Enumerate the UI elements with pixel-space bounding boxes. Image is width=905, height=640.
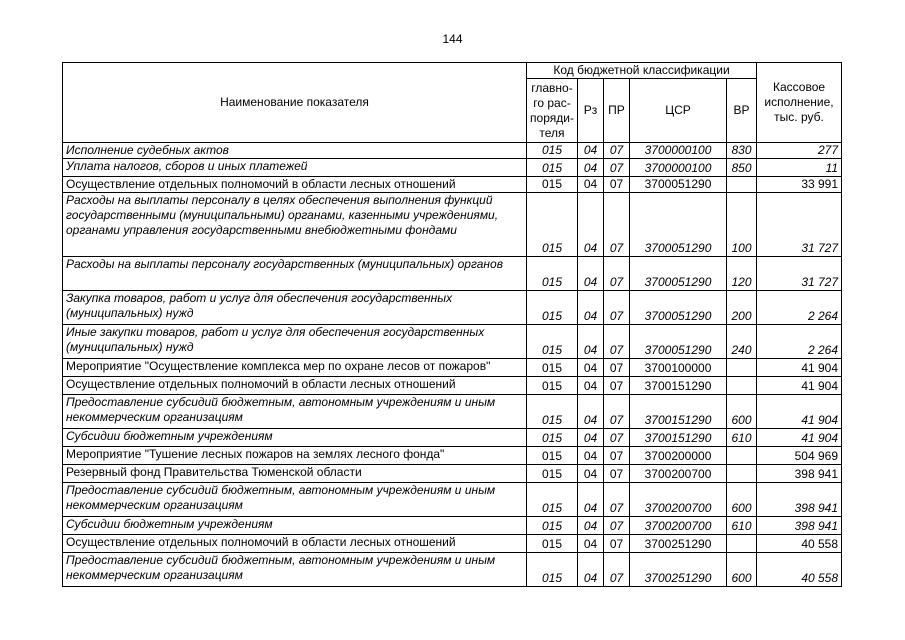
table-row <box>63 535 842 553</box>
row-pr: 07 <box>604 377 630 395</box>
row-name: Осуществление отдельных полномочий в области лесных отношений <box>63 377 527 395</box>
row-pr: 07 <box>604 325 630 359</box>
row-csr: 3700200700 <box>630 483 727 517</box>
row-name: Закупка товаров, работ и услуг для обеспечения государственных (муниципальных) нужд <box>63 291 527 325</box>
row-vr: 100 <box>727 193 757 257</box>
page-number: 144 <box>442 32 463 46</box>
row-pr: 07 <box>604 429 630 447</box>
row-rz: 04 <box>578 291 604 325</box>
row-amount: 31 727 <box>757 257 842 291</box>
row-rz: 04 <box>578 159 604 177</box>
row-vr <box>727 535 757 553</box>
row-name: Осуществление отдельных полномочий в области лесных отношений <box>63 535 527 553</box>
row-name: Иные закупки товаров, работ и услуг для обеспечения государственных (муниципальных) нужд <box>63 325 527 359</box>
table-row <box>63 257 842 291</box>
row-csr: 3700051290 <box>630 325 727 359</box>
row-glav: 015 <box>527 395 578 429</box>
row-name: Расходы на выплаты персоналу в целях обеспечения выполнения функций государственными (муниципальными) органами, казенными учреждениями, органами управления государственными внебюджетными фондами <box>63 193 527 257</box>
row-rz: 04 <box>578 447 604 465</box>
row-pr: 07 <box>604 359 630 377</box>
row-vr <box>727 377 757 395</box>
row-vr <box>727 447 757 465</box>
row-glav: 015 <box>527 325 578 359</box>
row-vr: 120 <box>727 257 757 291</box>
row-amount: 41 904 <box>757 377 842 395</box>
header-amount: Кассовое исполнение, тыс. руб. <box>757 63 842 143</box>
row-pr: 07 <box>604 535 630 553</box>
row-rz: 04 <box>578 429 604 447</box>
row-vr: 850 <box>727 159 757 177</box>
row-rz: 04 <box>578 465 604 483</box>
row-vr: 240 <box>727 325 757 359</box>
row-pr: 07 <box>604 291 630 325</box>
row-amount: 398 941 <box>757 483 842 517</box>
row-amount: 41 904 <box>757 359 842 377</box>
row-pr: 07 <box>604 483 630 517</box>
row-glav: 015 <box>527 291 578 325</box>
table-row <box>63 447 842 465</box>
row-rz: 04 <box>578 377 604 395</box>
header-vr: ВР <box>727 79 757 143</box>
row-glav: 015 <box>527 535 578 553</box>
row-glav: 015 <box>527 193 578 257</box>
row-amount: 398 941 <box>757 517 842 535</box>
row-vr: 600 <box>727 483 757 517</box>
row-amount: 504 969 <box>757 447 842 465</box>
row-name: Предоставление субсидий бюджетным, автономным учреждениям и иным некоммерческим организациям <box>63 553 527 587</box>
header-csr: ЦСР <box>630 79 727 143</box>
row-csr: 3700251290 <box>630 535 727 553</box>
row-vr <box>727 177 757 193</box>
table-row <box>63 553 842 587</box>
row-name: Предоставление субсидий бюджетным, автономным учреждениям и иным некоммерческим организациям <box>63 483 527 517</box>
row-csr: 3700200700 <box>630 517 727 535</box>
header-name: Наименование показателя <box>63 63 527 143</box>
row-pr: 07 <box>604 257 630 291</box>
row-glav: 015 <box>527 553 578 587</box>
row-glav: 015 <box>527 517 578 535</box>
row-pr: 07 <box>604 447 630 465</box>
row-rz: 04 <box>578 553 604 587</box>
row-glav: 015 <box>527 447 578 465</box>
row-amount: 40 558 <box>757 553 842 587</box>
table-row <box>63 483 842 517</box>
table-row <box>63 177 842 193</box>
header-budget-code: Код бюджетной классификации <box>527 63 757 79</box>
row-name: Резервный фонд Правительства Тюменской области <box>63 465 527 483</box>
row-pr: 07 <box>604 395 630 429</box>
row-pr: 07 <box>604 193 630 257</box>
row-pr: 07 <box>604 553 630 587</box>
row-csr: 3700051290 <box>630 257 727 291</box>
row-csr: 3700000100 <box>630 143 727 159</box>
table-row <box>63 377 842 395</box>
header-pr: ПР <box>604 79 630 143</box>
row-rz: 04 <box>578 143 604 159</box>
row-csr: 3700151290 <box>630 395 727 429</box>
header-rz: Рз <box>578 79 604 143</box>
row-name: Расходы на выплаты персоналу государственных (муниципальных) органов <box>63 257 527 291</box>
row-vr: 200 <box>727 291 757 325</box>
row-glav: 015 <box>527 177 578 193</box>
row-csr: 3700200000 <box>630 447 727 465</box>
row-glav: 015 <box>527 377 578 395</box>
row-pr: 07 <box>604 143 630 159</box>
row-amount: 277 <box>757 143 842 159</box>
row-name: Мероприятие "Осуществление комплекса мер по охране лесов от пожаров" <box>63 359 527 377</box>
table-row <box>63 193 842 257</box>
row-csr: 3700051290 <box>630 177 727 193</box>
row-name: Осуществление отдельных полномочий в области лесных отношений <box>63 177 527 193</box>
row-rz: 04 <box>578 535 604 553</box>
row-rz: 04 <box>578 193 604 257</box>
row-pr: 07 <box>604 465 630 483</box>
row-amount: 2 264 <box>757 325 842 359</box>
row-rz: 04 <box>578 177 604 193</box>
row-glav: 015 <box>527 429 578 447</box>
row-vr: 610 <box>727 517 757 535</box>
row-rz: 04 <box>578 395 604 429</box>
row-amount: 31 727 <box>757 193 842 257</box>
row-name: Мероприятие "Тушение лесных пожаров на землях лесного фонда" <box>63 447 527 465</box>
row-vr: 610 <box>727 429 757 447</box>
row-amount: 41 904 <box>757 395 842 429</box>
table-row <box>63 159 842 177</box>
row-rz: 04 <box>578 257 604 291</box>
table-row <box>63 517 842 535</box>
row-csr: 3700051290 <box>630 193 727 257</box>
row-glav: 015 <box>527 465 578 483</box>
table-row <box>63 359 842 377</box>
row-amount: 11 <box>757 159 842 177</box>
row-pr: 07 <box>604 177 630 193</box>
row-rz: 04 <box>578 483 604 517</box>
table-row <box>63 291 842 325</box>
table-row <box>63 429 842 447</box>
row-name: Исполнение судебных актов <box>63 143 527 159</box>
row-vr: 600 <box>727 395 757 429</box>
table-row <box>63 465 842 483</box>
row-amount: 41 904 <box>757 429 842 447</box>
row-pr: 07 <box>604 517 630 535</box>
row-glav: 015 <box>527 359 578 377</box>
row-glav: 015 <box>527 483 578 517</box>
row-glav: 015 <box>527 143 578 159</box>
row-glav: 015 <box>527 159 578 177</box>
row-name: Предоставление субсидий бюджетным, автономным учреждениям и иным некоммерческим организациям <box>63 395 527 429</box>
row-csr: 3700151290 <box>630 377 727 395</box>
row-vr <box>727 359 757 377</box>
row-name: Уплата налогов, сборов и иных платежей <box>63 159 527 177</box>
row-rz: 04 <box>578 325 604 359</box>
row-rz: 04 <box>578 359 604 377</box>
row-glav: 015 <box>527 257 578 291</box>
row-csr: 3700251290 <box>630 553 727 587</box>
table-body <box>63 143 842 587</box>
table-row <box>63 395 842 429</box>
row-csr: 3700100000 <box>630 359 727 377</box>
row-csr: 3700151290 <box>630 429 727 447</box>
row-name: Субсидии бюджетным учреждениям <box>63 517 527 535</box>
row-vr: 830 <box>727 143 757 159</box>
row-amount: 2 264 <box>757 291 842 325</box>
row-pr: 07 <box>604 159 630 177</box>
table-row <box>63 143 842 159</box>
row-vr <box>727 465 757 483</box>
row-csr: 3700000100 <box>630 159 727 177</box>
row-rz: 04 <box>578 517 604 535</box>
header-glav: главно-го рас-поряди-теля <box>527 79 578 143</box>
budget-table <box>62 62 842 587</box>
row-amount: 33 991 <box>757 177 842 193</box>
table-row <box>63 325 842 359</box>
row-csr: 3700051290 <box>630 291 727 325</box>
row-vr: 600 <box>727 553 757 587</box>
row-amount: 398 941 <box>757 465 842 483</box>
row-name: Субсидии бюджетным учреждениям <box>63 429 527 447</box>
row-csr: 3700200700 <box>630 465 727 483</box>
row-amount: 40 558 <box>757 535 842 553</box>
